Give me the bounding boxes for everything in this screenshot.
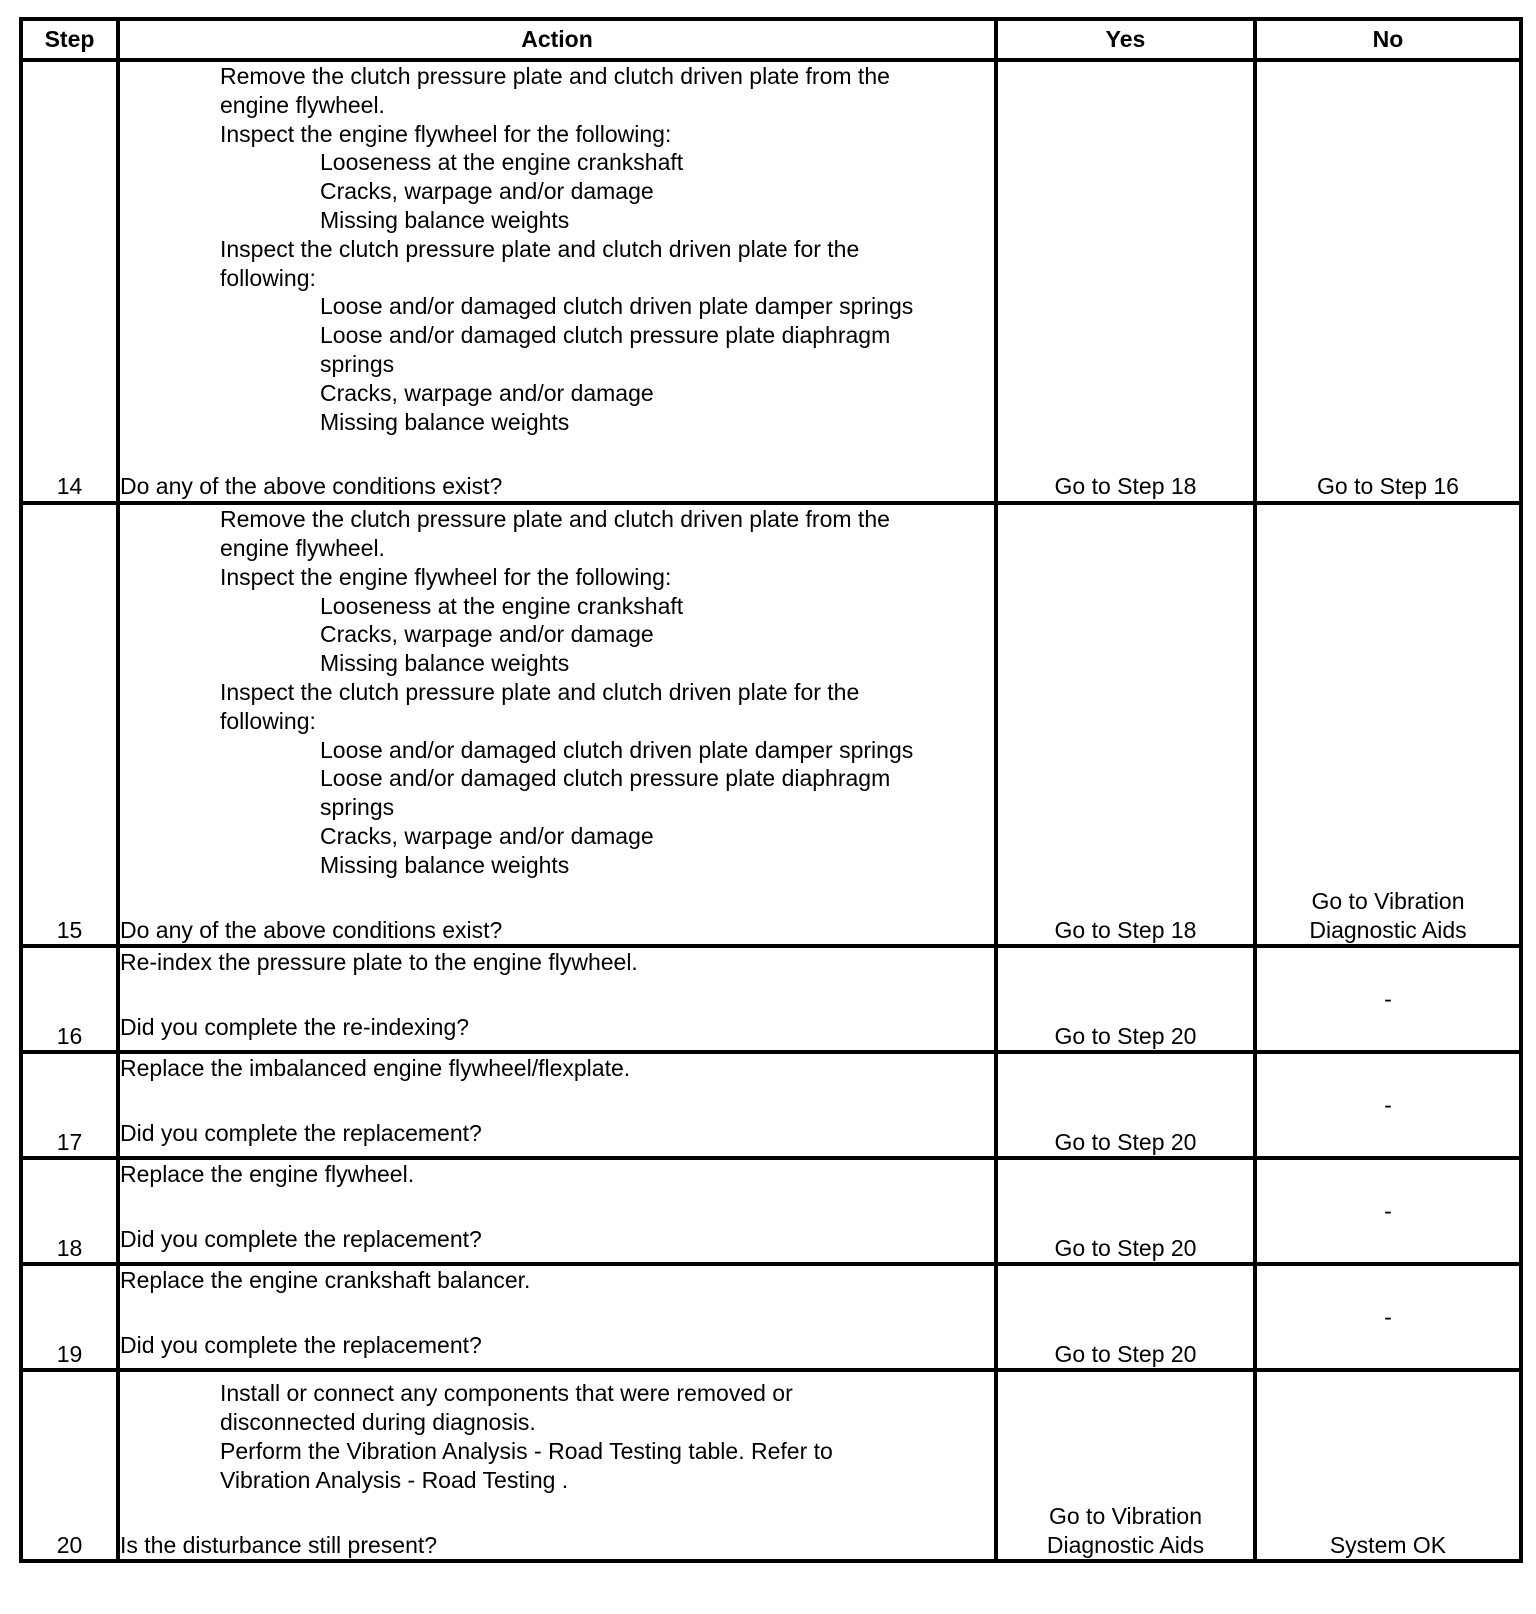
table-header-row xyxy=(21,19,1521,60)
action-question: Did you complete the replacement? xyxy=(120,1120,482,1147)
action-line: Cracks, warpage and/or damage xyxy=(320,178,654,205)
action-line: engine flywheel. xyxy=(220,534,385,561)
step-number: 20 xyxy=(21,1370,118,1561)
no-cell xyxy=(1255,1052,1521,1158)
action-line: Install or connect any components that were removed or xyxy=(220,1380,793,1407)
action-line: Looseness at the engine crankshaft xyxy=(320,149,684,176)
yes-cell xyxy=(996,60,1255,503)
action-line: Looseness at the engine crankshaft xyxy=(320,592,684,619)
step-number: 16 xyxy=(21,946,118,1052)
table-row xyxy=(21,1052,1521,1158)
action-line: following: xyxy=(220,707,316,734)
diagnostic-table xyxy=(19,17,1523,1563)
action-question: Do any of the above conditions exist? xyxy=(120,473,503,500)
action-line: Re-index the pressure plate to the engine flywheel. xyxy=(120,949,638,976)
yes-text: Go to Step 20 xyxy=(1054,1128,1197,1155)
header-yes: Yes xyxy=(996,19,1255,60)
action-line: Loose and/or damaged clutch driven plate damper springs xyxy=(320,293,914,320)
yes-text: Go to Vibration xyxy=(1048,1502,1202,1529)
no-cell xyxy=(1255,503,1521,946)
no-cell xyxy=(1255,1158,1521,1264)
action-line: Replace the engine crankshaft balancer. xyxy=(120,1267,531,1294)
action-line: Cracks, warpage and/or damage xyxy=(320,822,654,849)
step-number: 19 xyxy=(21,1264,118,1370)
step-number: 18 xyxy=(21,1158,118,1264)
table-row xyxy=(21,946,1521,1052)
yes-cell xyxy=(996,1052,1255,1158)
yes-text: Go to Step 20 xyxy=(1054,1234,1197,1261)
yes-text: Go to Step 18 xyxy=(1054,473,1197,500)
step-number: 15 xyxy=(21,503,118,946)
no-cell xyxy=(1255,1370,1521,1561)
action-question: Did you complete the replacement? xyxy=(120,1332,482,1359)
action-line: Cracks, warpage and/or damage xyxy=(320,621,654,648)
action-line: Loose and/or damaged clutch driven plate damper springs xyxy=(320,736,914,763)
action-line: disconnected during diagnosis. xyxy=(220,1409,536,1436)
header-step: Step xyxy=(21,19,118,60)
no-text: Go to Vibration xyxy=(1311,887,1465,914)
header-no: No xyxy=(1255,19,1521,60)
action-line: Missing balance weights xyxy=(320,851,570,878)
no-text: - xyxy=(1384,985,1392,1012)
action-line: Vibration Analysis - Road Testing . xyxy=(220,1466,569,1493)
action-line: Missing balance weights xyxy=(320,408,570,435)
table-row xyxy=(21,1370,1521,1561)
no-text: System OK xyxy=(1329,1531,1447,1558)
no-text: - xyxy=(1384,1091,1392,1118)
yes-cell xyxy=(996,946,1255,1052)
action-line: springs xyxy=(320,350,395,377)
action-line: engine flywheel. xyxy=(220,91,385,118)
action-line: Inspect the engine flywheel for the following: xyxy=(220,563,672,590)
action-question: Did you complete the re-indexing? xyxy=(120,1014,470,1041)
table-row xyxy=(21,60,1521,503)
action-line: Missing balance weights xyxy=(320,206,570,233)
yes-cell xyxy=(996,1158,1255,1264)
action-line: Replace the engine flywheel. xyxy=(120,1161,415,1188)
table-row xyxy=(21,1158,1521,1264)
yes-cell xyxy=(996,1264,1255,1370)
no-text: - xyxy=(1384,1303,1392,1330)
action-line: Inspect the clutch pressure plate and clutch driven plate for the xyxy=(220,235,860,262)
table-row xyxy=(21,503,1521,946)
action-line: following: xyxy=(220,264,316,291)
action-line: Cracks, warpage and/or damage xyxy=(320,379,654,406)
no-cell xyxy=(1255,1264,1521,1370)
step-number: 17 xyxy=(21,1052,118,1158)
action-line: Inspect the engine flywheel for the following: xyxy=(220,120,672,147)
action-cell xyxy=(118,1052,996,1158)
action-question: Is the disturbance still present? xyxy=(120,1531,438,1558)
action-line: Loose and/or damaged clutch pressure plate diaphragm xyxy=(320,322,891,349)
yes-cell xyxy=(996,1370,1255,1561)
yes-text: Go to Step 18 xyxy=(1054,916,1197,943)
step-number: 14 xyxy=(21,60,118,503)
action-question: Do any of the above conditions exist? xyxy=(120,916,503,943)
action-line: Missing balance weights xyxy=(320,650,570,677)
yes-cell xyxy=(996,503,1255,946)
no-text: Go to Step 16 xyxy=(1317,473,1459,500)
action-line: Remove the clutch pressure plate and clutch driven plate from the xyxy=(220,63,890,89)
yes-text: Go to Step 20 xyxy=(1054,1340,1197,1367)
no-text: - xyxy=(1384,1197,1392,1224)
yes-text: Go to Step 20 xyxy=(1054,1022,1197,1049)
no-cell xyxy=(1255,60,1521,503)
action-cell xyxy=(118,1370,996,1561)
header-action: Action xyxy=(118,19,996,60)
action-line: Replace the imbalanced engine flywheel/flexplate. xyxy=(120,1055,631,1082)
action-cell xyxy=(118,1158,996,1264)
action-question: Did you complete the replacement? xyxy=(120,1226,482,1253)
action-line: springs xyxy=(320,794,395,821)
action-line: Loose and/or damaged clutch pressure plate diaphragm xyxy=(320,765,891,792)
action-cell xyxy=(118,60,996,503)
action-line: Perform the Vibration Analysis - Road Testing table. Refer to xyxy=(220,1437,833,1464)
action-cell xyxy=(118,503,996,946)
yes-text: Diagnostic Aids xyxy=(1046,1531,1205,1558)
table-row xyxy=(21,1264,1521,1370)
action-line: Inspect the clutch pressure plate and clutch driven plate for the xyxy=(220,678,860,705)
action-cell xyxy=(118,946,996,1052)
action-line: Remove the clutch pressure plate and clutch driven plate from the xyxy=(220,506,890,533)
no-text: Diagnostic Aids xyxy=(1309,916,1467,943)
no-cell xyxy=(1255,946,1521,1052)
action-cell xyxy=(118,1264,996,1370)
